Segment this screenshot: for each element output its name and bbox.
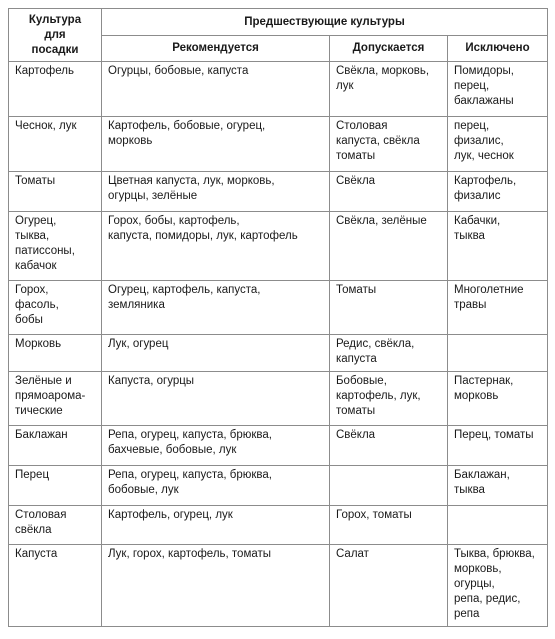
cell-allowed: Горох, томаты xyxy=(330,506,448,545)
table-row xyxy=(9,426,548,466)
cell-allowed xyxy=(330,466,448,506)
header-allowed: Допускается xyxy=(330,36,448,62)
cell-crop: Чеснок, лук xyxy=(9,117,102,172)
crop-rotation-table xyxy=(8,8,548,627)
cell-excluded: Баклажан, тыква xyxy=(448,466,548,506)
cell-recommended: Картофель, бобовые, огурец, морковь xyxy=(102,117,330,172)
table-row xyxy=(9,117,548,172)
table-row xyxy=(9,506,548,545)
cell-crop: Морковь xyxy=(9,335,102,372)
cell-crop: Горох, фасоль, бобы xyxy=(9,281,102,335)
cell-crop: Зелёные и прямоарома- тические xyxy=(9,372,102,426)
cell-recommended: Репа, огурец, капуста, брюква, бахчевые, бобовые, лук xyxy=(102,426,330,466)
header-excluded: Исключено xyxy=(448,36,548,62)
cell-recommended: Картофель, огурец, лук xyxy=(102,506,330,545)
cell-crop: Баклажан xyxy=(9,426,102,466)
cell-allowed: Редис, свёкла, капуста xyxy=(330,335,448,372)
cell-excluded: Кабачки, тыква xyxy=(448,212,548,281)
cell-recommended: Капуста, огурцы xyxy=(102,372,330,426)
cell-crop: Столовая свёкла xyxy=(9,506,102,545)
cell-crop: Картофель xyxy=(9,62,102,117)
cell-allowed: Свёкла xyxy=(330,426,448,466)
header-predecessors: Предшествующие культуры xyxy=(102,9,548,36)
cell-excluded xyxy=(448,506,548,545)
header-recommended: Рекомендуется xyxy=(102,36,330,62)
cell-allowed: Столовая капуста, свёкла томаты xyxy=(330,117,448,172)
table-row xyxy=(9,172,548,212)
cell-allowed: Томаты xyxy=(330,281,448,335)
cell-excluded: Многолетние травы xyxy=(448,281,548,335)
cell-crop: Капуста xyxy=(9,545,102,627)
cell-excluded: Помидоры, перец, баклажаны xyxy=(448,62,548,117)
cell-excluded: Перец, томаты xyxy=(448,426,548,466)
cell-crop: Томаты xyxy=(9,172,102,212)
cell-excluded xyxy=(448,335,548,372)
cell-recommended: Цветная капуста, лук, морковь, огурцы, зелёные xyxy=(102,172,330,212)
cell-recommended: Репа, огурец, капуста, брюква, бобовые, лук xyxy=(102,466,330,506)
cell-allowed: Свёкла xyxy=(330,172,448,212)
table-row xyxy=(9,466,548,506)
cell-recommended: Лук, огурец xyxy=(102,335,330,372)
cell-excluded: перец, физалис, лук, чеснок xyxy=(448,117,548,172)
cell-recommended: Огурец, картофель, капуста, земляника xyxy=(102,281,330,335)
cell-allowed: Салат xyxy=(330,545,448,627)
cell-recommended: Лук, горох, картофель, томаты xyxy=(102,545,330,627)
cell-excluded: Пастернак, морковь xyxy=(448,372,548,426)
table-row xyxy=(9,372,548,426)
table-row xyxy=(9,62,548,117)
cell-crop: Огурец, тыква, патиссоны, кабачок xyxy=(9,212,102,281)
cell-allowed: Свёкла, зелёные xyxy=(330,212,448,281)
cell-crop: Перец xyxy=(9,466,102,506)
cell-excluded: Картофель, физалис xyxy=(448,172,548,212)
table-row xyxy=(9,545,548,627)
cell-allowed: Бобовые, картофель, лук, томаты xyxy=(330,372,448,426)
cell-recommended: Горох, бобы, картофель, капуста, помидоры, лук, картофель xyxy=(102,212,330,281)
table-row xyxy=(9,335,548,372)
table-row xyxy=(9,212,548,281)
cell-recommended: Огурцы, бобовые, капуста xyxy=(102,62,330,117)
cell-allowed: Свёкла, морковь, лук xyxy=(330,62,448,117)
table-row xyxy=(9,281,548,335)
header-culture: Культура для посадки xyxy=(9,9,102,62)
cell-excluded: Тыква, брюква, морковь, огурцы, репа, редис, репа xyxy=(448,545,548,627)
